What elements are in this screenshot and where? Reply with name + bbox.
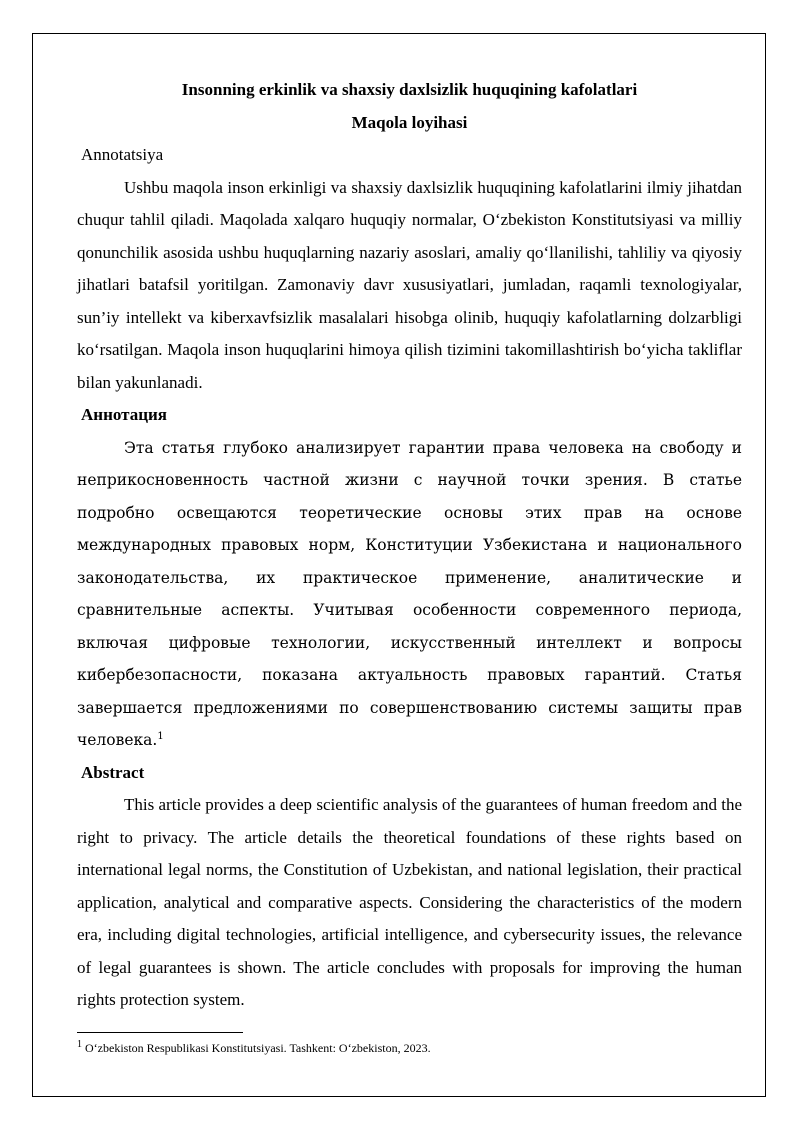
- section-body-en: This article provides a deep scientific analysis of the guarantees of human freedom and the right to privacy. The article details the theoretical foundations of these rights based on international legal norms, the Constitution of Uzbekistan, and national legislation, their practical application, analytical and comparative aspects. Considering the characteristics of the modern era, including digital technologies, artificial intelligence, and cybersecurity issues, the relevance of legal guarantees is shown. The article concludes with proposals for improving the human rights protection system.: [77, 795, 742, 1009]
- document-subtitle: Maqola loyihasi: [351, 112, 468, 132]
- footnote-text: O‘zbekiston Respublikasi Konstitutsiyasi. Tashkent: O‘zbekiston, 2023.: [82, 1041, 431, 1055]
- section-heading-uz: Annotatsiya: [81, 145, 164, 164]
- section-body-uz: Ushbu maqola inson erkinligi va shaxsiy daxlsizlik huquqining kafolatlarini ilmiy jihatdan chuqur tahlil qiladi. Maqolada xalqaro huquqiy normalar, O‘zbekiston Konstitutsiyasi va milliy qonunchilik asosida ushbu huquqlarning nazariy asoslari, amaliy qo‘llanilishi, tahliliy va qiyosiy jihatlari batafsil yoritilgan. Zamonaviy davr xususiyatlari, jumladan, raqamli texnologiyalar, sun’iy intellekt va kiberxavfsizlik masalalari hisobga olinib, huquqiy kafolatlarning dolzarbligi ko‘rsatilgan. Maqola inson huquqlarini himoya qilish tizimini takomillashtirish bo‘yicha takliflar bilan yakunlanadi.: [77, 177, 742, 392]
- footnote: [77, 1040, 742, 1056]
- section-heading-ru: Аннотация: [81, 405, 167, 424]
- section-heading-en: Abstract: [81, 762, 145, 782]
- footnote-number: 1: [77, 1039, 82, 1050]
- footnote-reference[interactable]: 1: [157, 730, 164, 742]
- document-body: [77, 74, 742, 1017]
- section-body-ru-container: [77, 432, 742, 757]
- document-title: Insonning erkinlik va shaxsiy daxlsizlik huquqining kafolatlari: [181, 80, 638, 99]
- footnote-divider: [77, 1032, 243, 1033]
- section-body-ru: Эта статья глубоко анализирует гарантии права человека на свободу и неприкосновенность частной жизни с научной точки зрения. В статье подробно освещаются теоретические основы этих прав на основе международных правовых норм, Конституции Узбекистана и национального законодательства, их практическое применение, аналитические и сравнительные аспекты. Учитывая особенности современного периода, включая цифровые технологии, искусственный интеллект и вопросы кибербезопасности, показана актуальность правовых гарантий. Статья завершается предложениями по совершенствованию системы защиты прав человека.: [77, 438, 742, 749]
